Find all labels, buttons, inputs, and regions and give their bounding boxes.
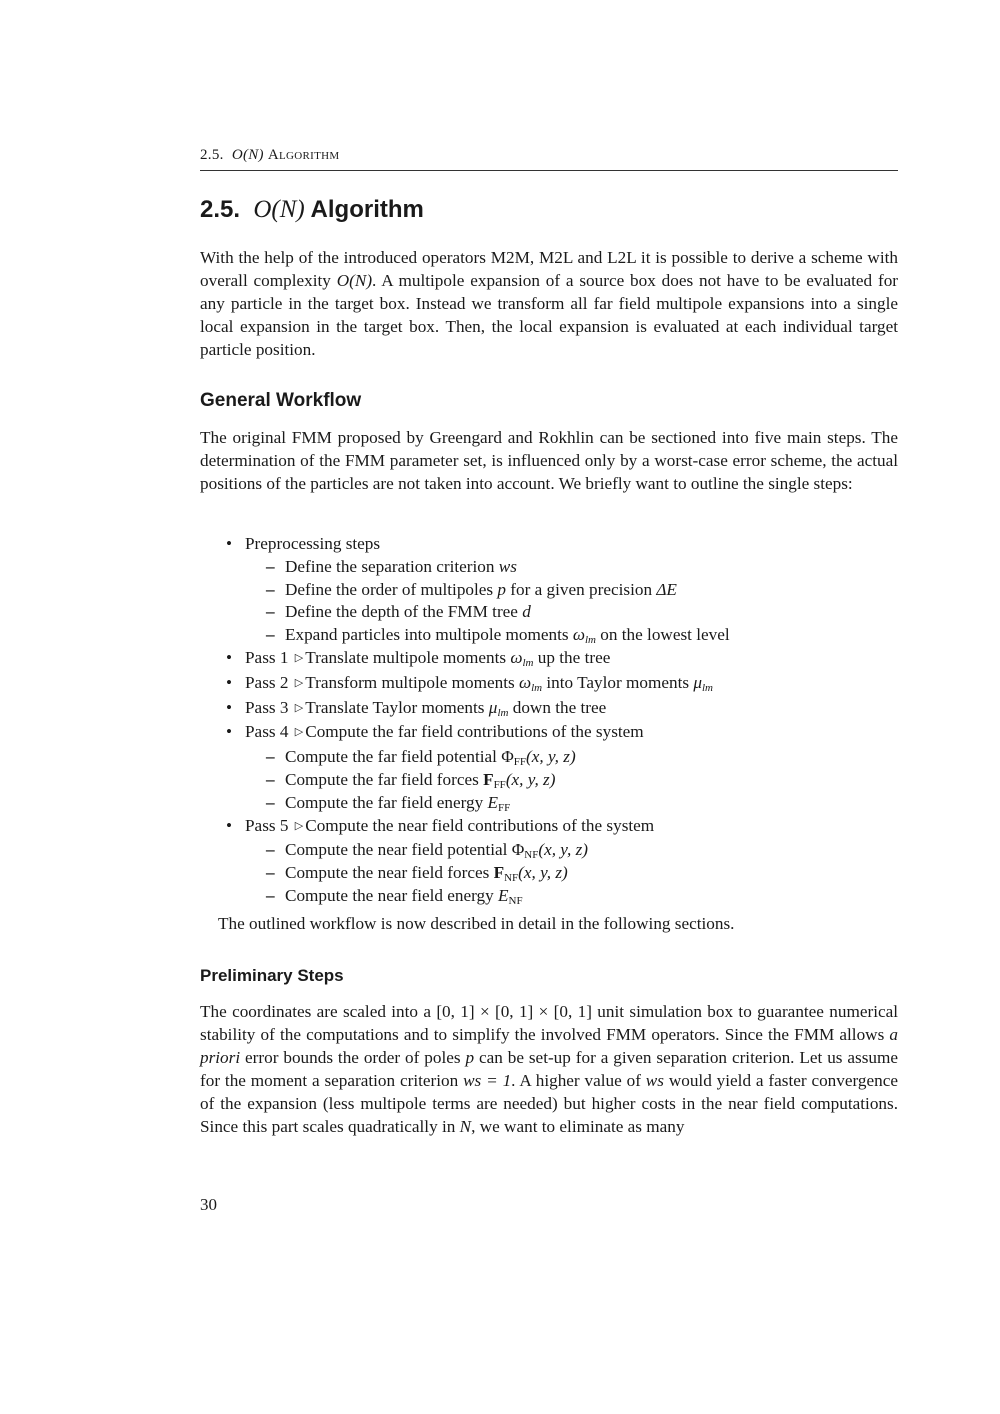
section-title <box>200 196 424 224</box>
triangle-right-icon: ▷ <box>294 701 304 714</box>
list-item: – Compute the far field potential $\Phi_{FF}(x$, y, z) <box>245 746 886 769</box>
list-item: – Define the depth of the FMM tree d <box>245 601 886 624</box>
workflow-steps-list <box>226 533 886 908</box>
list-item: – Compute the near field energy $E_{NF}$ <box>245 885 886 908</box>
workflow-closing: The outlined workflow is now described in detail in the following sections. <box>218 914 735 933</box>
section-title-text: Algorithm <box>310 196 424 223</box>
list-item: – Define the order of multipoles p for a given precision ΔE <box>245 579 886 602</box>
list-item-pass2: • Pass 2 ▷ Transform multipole moments $\omega_{lm}$ into Taylor moments $\mu_{lm}$ <box>226 672 886 697</box>
list-item: – Compute the far field energy $E_{FF}$ <box>245 792 886 815</box>
list-item-pass5: • Pass 5 ▷ Compute the near field contributions of the system – Compute the near field potential $\Phi_{NF}(x$, y, z) – Compute the near field forces $F_{NF}(x$, y, z) – Compute the near field energy $E_{NF}$ <box>226 815 886 908</box>
list-item: – Expand particles into multipole moments $\omega_{lm}$ on the lowest level <box>245 624 886 647</box>
list-item: – Compute the near field potential $\Phi_{NF}(x$, y, z) <box>245 839 886 862</box>
list-item: – Compute the far field forces $F_{FF}(x$, y, z) <box>245 769 886 792</box>
section-complexity: O(N) <box>253 196 305 223</box>
pass4-sublist <box>245 746 886 814</box>
section-number: 2.5. <box>200 196 241 223</box>
list-item: – Compute the near field forces $F_{NF}(x$, y, z) <box>245 862 886 885</box>
general-workflow-heading: General Workflow <box>200 390 362 411</box>
page-number: 30 <box>200 1195 217 1214</box>
triangle-right-icon: ▷ <box>294 676 304 689</box>
triangle-right-icon: ▷ <box>294 651 304 664</box>
workflow-paragraph: The original FMM proposed by Greengard and Rokhlin can be sectioned into five main steps. The determination of the FMM parameter set, is influenced only by a worst-case error scheme, the actual positions of the particles are not taken into account. We briefly want to outline the single steps: <box>200 428 898 493</box>
running-head-number: 2.5. <box>200 147 224 163</box>
list-item-pass1: • Pass 1 ▷ Translate multipole moments $\omega_{lm}$ up the tree <box>226 647 886 672</box>
triangle-right-icon: ▷ <box>294 726 304 739</box>
running-head-title: Algorithm <box>267 147 340 163</box>
triangle-right-icon: ▷ <box>294 819 304 832</box>
list-item-preprocessing: • Preprocessing steps – Define the separation criterion ws – Define the order of multipoles p for a given precision ΔE – Define the depth of the FMM tree d – Expand particles into multipole moments $\omega_{lm}$ on the lowest level <box>226 533 886 647</box>
preliminary-steps-heading: Preliminary Steps <box>200 966 344 985</box>
preprocessing-sublist <box>245 556 886 647</box>
preliminary-paragraph: The coordinates are scaled into a [0, 1] × [0, 1] × [0, 1] unit simulation box to guarantee numerical stability of the computations and to simplify the involved FMM operators. Since the FMM allows a priori error bounds the order of poles p can be set-up for a given separation criterion. Let us assume for the moment a separation criterion ws = 1. A higher value of ws would yield a faster convergence of the expansion (less multipole terms are needed) but higher costs in the near field computations. Since this part scales quadratically in N, we want to eliminate as many <box>200 1002 899 1136</box>
running-head-complexity: O(N) <box>231 147 264 163</box>
pass5-sublist <box>245 839 886 907</box>
complexity-inline: O(N) <box>336 270 373 290</box>
list-item: – Define the separation criterion ws <box>245 556 886 579</box>
list-item-pass4: • Pass 4 ▷ Compute the far field contributions of the system – Compute the far field potential $\Phi_{FF}(x$, y, z) – Compute the far field forces $F_{FF}(x$, y, z) – Compute the far field energy $E_{FF}$ <box>226 721 886 814</box>
running-head <box>200 147 898 171</box>
list-item-pass3: • Pass 3 ▷ Translate Taylor moments $\mu_{lm}$ down the tree <box>226 697 886 722</box>
intro-paragraph: With the help of the introduced operators M2M, M2L and L2L it is possible to derive a scheme with overall complexity O(N). A multipole expansion of a source box does not have to be evaluated for any particle in the target box. Instead we transform all far field multipole expansions into a single local expansion in the target box. Then, the local expansion is evaluated at each individual target particle position. <box>200 248 899 359</box>
